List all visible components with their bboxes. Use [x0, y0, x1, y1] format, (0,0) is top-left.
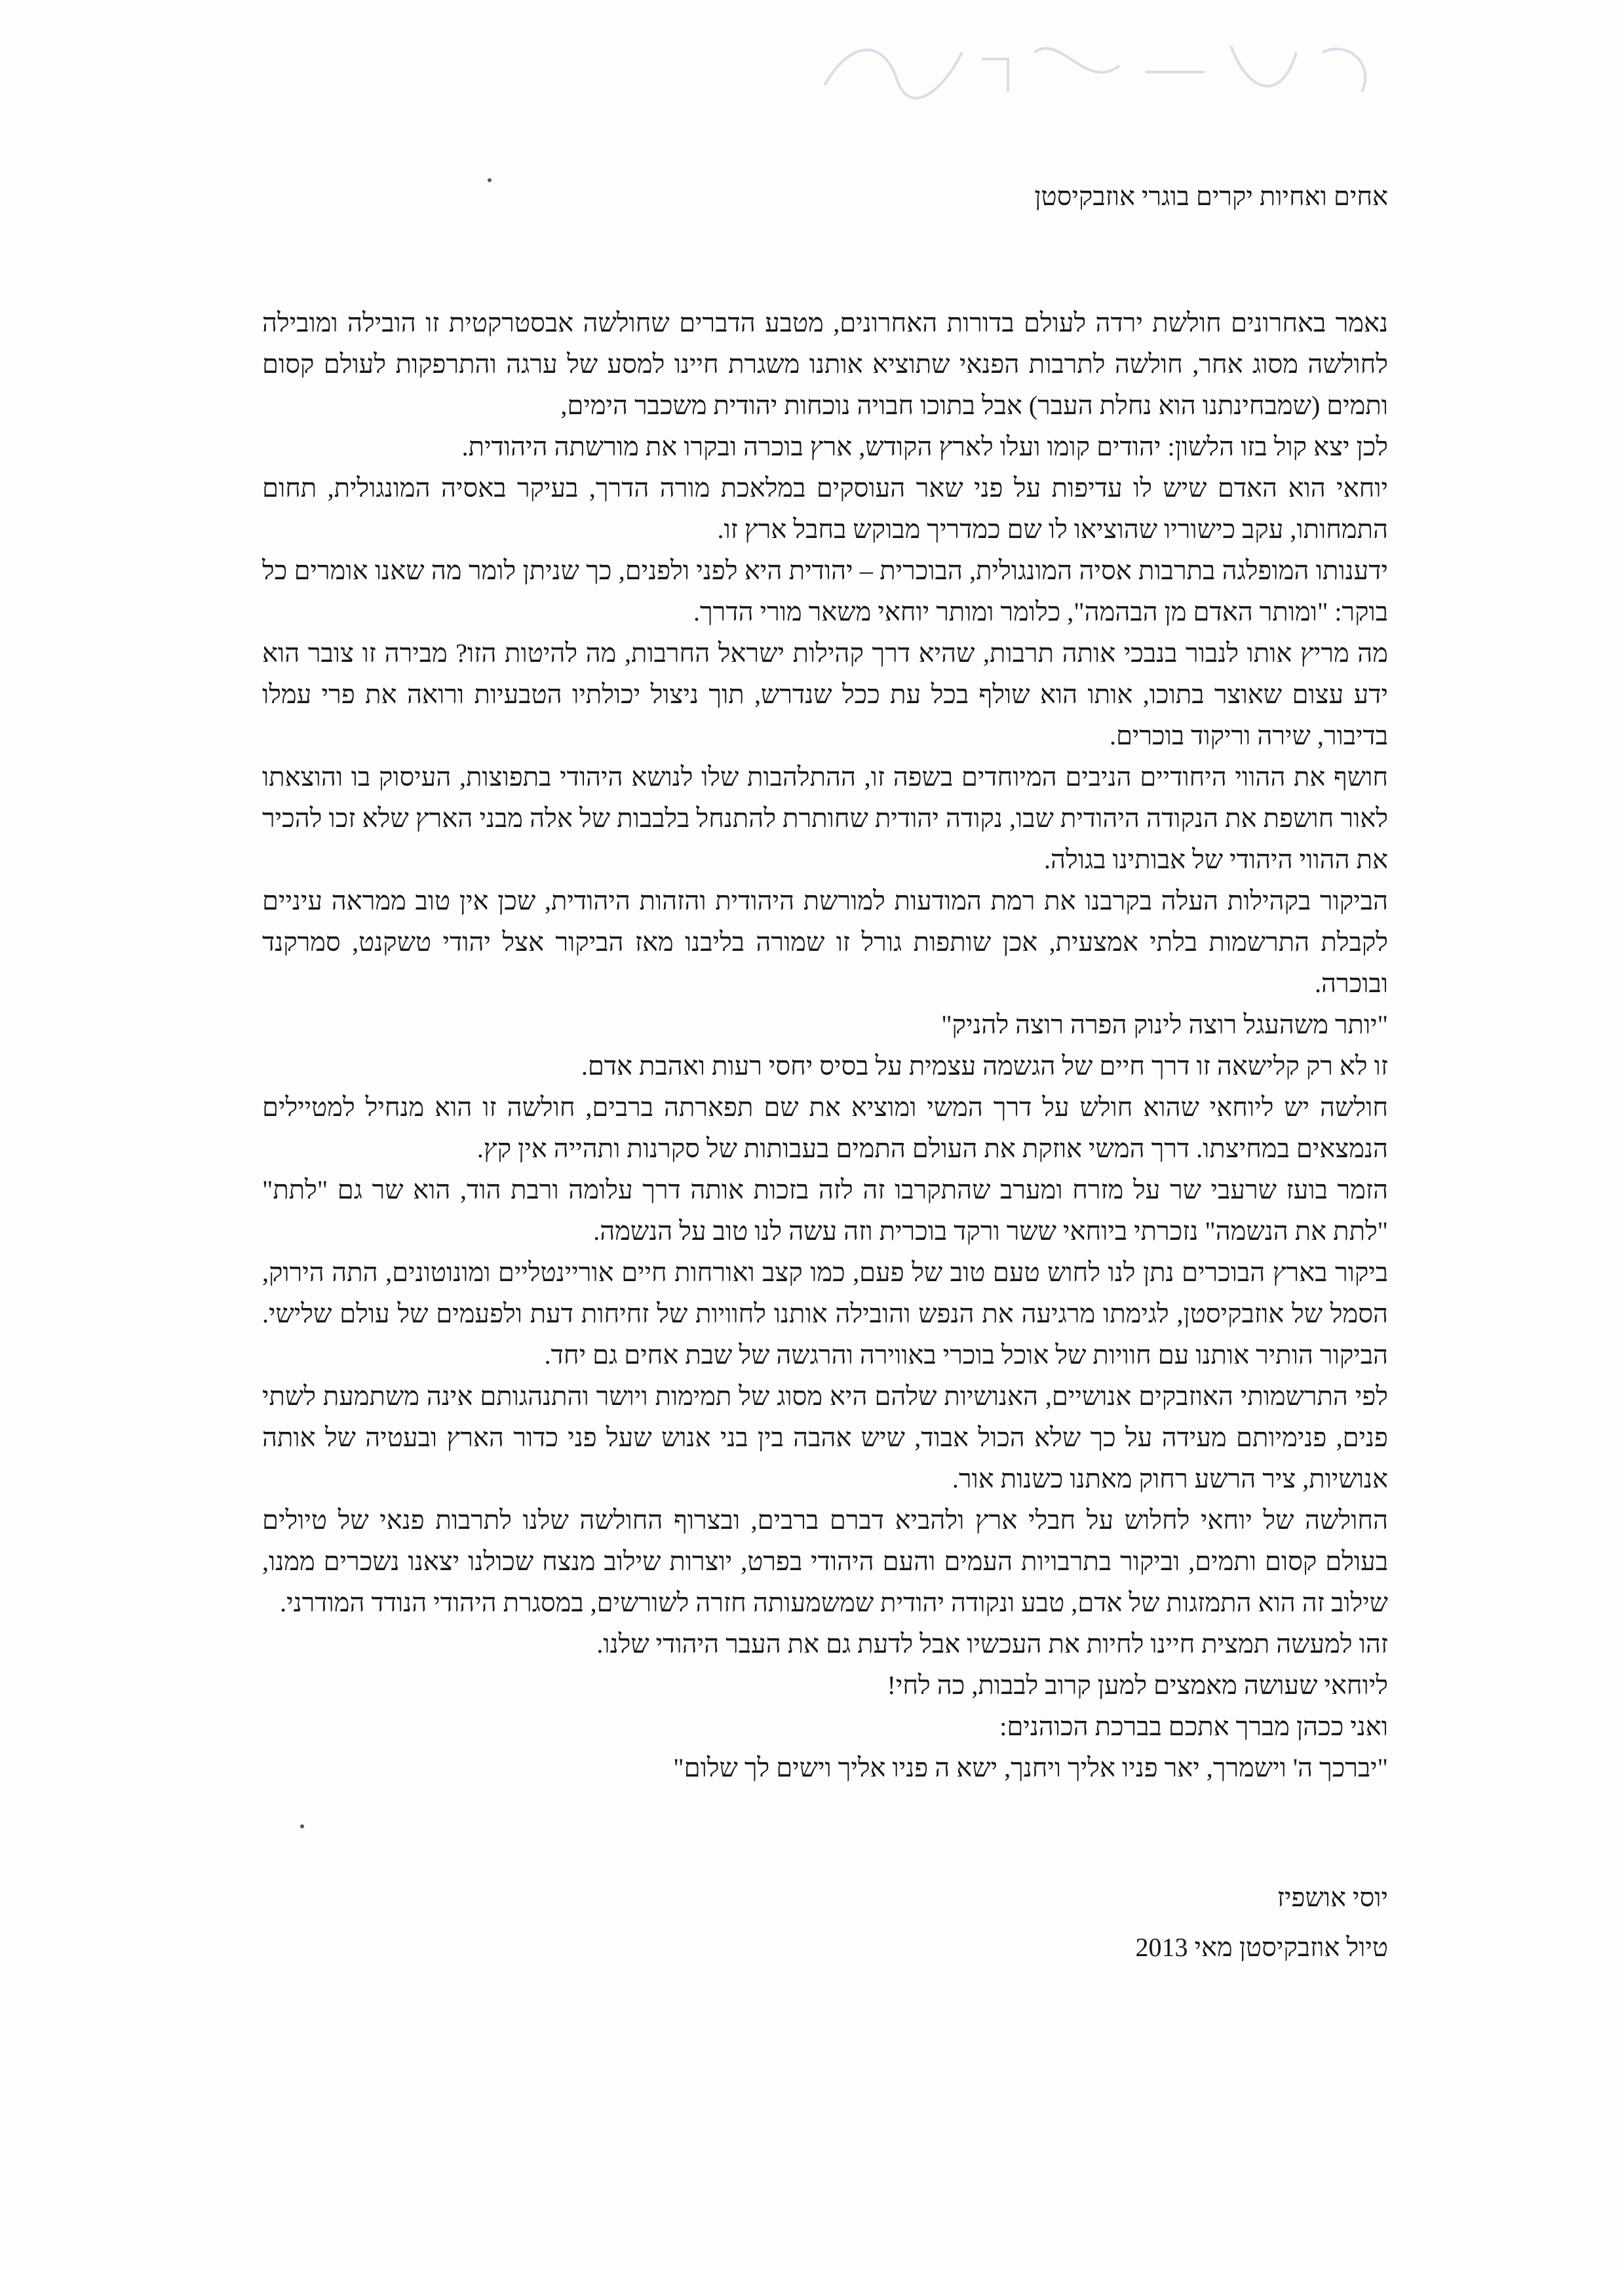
letter-paragraph: זו לא רק קלישאה זו דרך חיים של הגשמה עצמית על בסיס יחסי רעות ואהבת אדם.	[581, 1051, 1388, 1081]
letter-paragraph: חולשה יש ליוחאי שהוא חולש על דרך המשי ומוציא את שם תפארתה ברבים, חולשה זו הוא מנחיל למטיילים הנמצאים במחיצתו. דרך המשי אוזקת את העולם התמים בעבותות של סקרנות ותהייה אין קץ.	[262, 1092, 1388, 1163]
letter-paragraph: הזמר בועז שרעבי שר על מזרח ומערב שהתקרבו זה לזה בזכות אותה דרך עלומה ורבת הוד, הוא שר גם "לתת" "לתת את הנשמה" נזכרתי ביוחאי ששר ורקד בוכרית וזה עשה לנו טוב על הנשמה.	[262, 1175, 1388, 1246]
faint-handwriting-mark	[811, 13, 1401, 111]
letter-paragraph: יוחאי הוא האדם שיש לו עדיפות על פני שאר העוסקים במלאכת מורה הדרך, בעיקר באסיה המונגולית, תחום התמחותו, עקב כישוריו שהוציאו לו שם כמדריך מבוקש בחבל ארץ זו.	[262, 473, 1388, 544]
letter-signature	[1136, 1873, 1388, 1972]
scan-speck	[300, 1824, 304, 1828]
letter-paragraph: נאמר באחרונים חולשת ירדה לעולם בדורות האחרונים, מטבע הדברים שחולשה אבסטרקטית זו הובילה ומובילה לחולשה מסוג אחר, חולשה לתרבות הפנאי שתוציא אותנו משגרת חיינו למסע של ערגה והתרפקות לעולם קסום ותמים (שמבחינתנו הוא נחלת העבר) אבל בתוכו חבויה נוכחות יהודית משכבר הימים,	[262, 308, 1388, 420]
letter-body	[262, 176, 1388, 1788]
letter-paragraph: לכן יצא קול בזו הלשון: יהודים קומו ועלו לארץ הקודש, ארץ בוכרה ובקרו את מורשתה היהודית.	[461, 432, 1388, 461]
letter-paragraph: ידענותו המופלגה בתרבות אסיה המונגולית, הבוכרית – יהודית היא לפני ולפנים, כך שניתן לומר מה שאנו אומרים כל בוקר: "ומותר האדם מן הבהמה", כלומר ומותר יוחאי משאר מורי הדרך.	[262, 556, 1388, 626]
letter-paragraph: ליוחאי שעושה מאמצים למען קרוב לבבות, כה לחי!	[887, 1670, 1388, 1700]
letter-paragraph: ואני ככהן מברך אתכם בברכת הכוהנים:	[999, 1712, 1388, 1741]
letter-paragraph: החולשה של יוחאי לחלוש על חבלי ארץ ולהביא דברם ברבים, ובצרוף החולשה שלנו לתרבות פנאי של טיולים בעולם קסום ותמים, וביקור בתרבויות העמים והעם היהודי בפרט, יוצרות שילוב מנצח שכולנו יצאנו נשכרים ממנו, שילוב זה הוא התמזגות של אדם, טבע ונקודה יהודית שמשמעותה חזרה לשורשים, במסגרת היהודי הנודד המודרני.	[262, 1505, 1388, 1617]
letter-blessing: "יברכך ה' וישמרך, יאר פניו אליך ויחנך, ישא ה פניו אליך וישים לך שלום"	[673, 1753, 1388, 1782]
letter-quote: "יותר משהעגל רוצה לינוק הפרה רוצה להניק"	[941, 1010, 1388, 1039]
letter-paragraph: לפי התרשמותי האוזבקים אנושיים, האנושיות שלהם היא מסוג של תמימות ויושר והתנהגותם אינה משתמעת לשתי פנים, פנימיותם מעידה על כך שלא הכול אבוד, שיש אהבה בין בני אנוש שעל פני כדור הארץ ובעטיה של אותה אנושיות, ציר הרשע רחוק מאתנו כשנות אור.	[262, 1381, 1388, 1493]
signature-trip: טיול אוזבקיסטן מאי 2013	[1135, 1933, 1388, 1962]
letter-paragraph: מה מריץ אותו לנבור בנבכי אותה תרבות, שהיא דרך קהילות ישראל החרבות, מה להיטות הזו? מבירה זו צובר הוא ידע עצום שאוצר בתוכו, אותו הוא שולף בכל עת ככל שנדרש, תוך ניצול יכולתיו הטבעיות ורואה את פרי עמלו בדיבור, שירה וריקוד בוכרים.	[262, 638, 1388, 750]
letter-paragraph: חושף את ההווי היחודיים הניבים המיוחדים בשפה זו, ההתלהבות שלו לנושא היהודי בתפוצות, העיסוק בו והוצאתו לאור חושפת את הנקודה היהודית שבו, נקודה יהודית שחותרת להתנחל בלבבות של אלה מבני הארץ שלא זכו להכיר את ההווי היהודי של אבותינו בגולה.	[262, 762, 1388, 874]
letter-paragraph: הביקור בקהילות העלה בקרבנו את רמת המודעות למורשת היהודית והזהות היהודית, שכן אין טוב ממראה עיניים לקבלת התרשמות בלתי אמצעית, אכן שותפות גורל זו שמורה בליבנו מאז הביקור אצל יהודי טשקנט, סמרקנד ובוכרה.	[262, 886, 1388, 998]
letter-paragraph: ביקור בארץ הבוכרים נתן לנו לחוש טעם טוב של פעם, כמו קצב ואורחות חיים אוריינטליים ומונוטונים, התה הירוק, הסמל של אוזבקיסטן, לגימתו מרגיעה את הנפש והובילה אותנו לחוויות של זחיחות דעת ולפעמים של עולם שלישי. הביקור הותיר אותנו עם חוויות של אוכל בוכרי באווירה והרגשה של שבת אחים גם יחד.	[262, 1258, 1388, 1370]
signature-name: יוסי אושפיז	[1277, 1883, 1388, 1912]
letter-greeting: אחים ואחיות יקרים בוגרי אוזבקיסטן	[1034, 182, 1388, 211]
letter-paragraph: זהו למעשה תמצית חיינו לחיות את העכשיו אבל לדעת גם את העבר היהודי שלנו.	[596, 1629, 1388, 1659]
